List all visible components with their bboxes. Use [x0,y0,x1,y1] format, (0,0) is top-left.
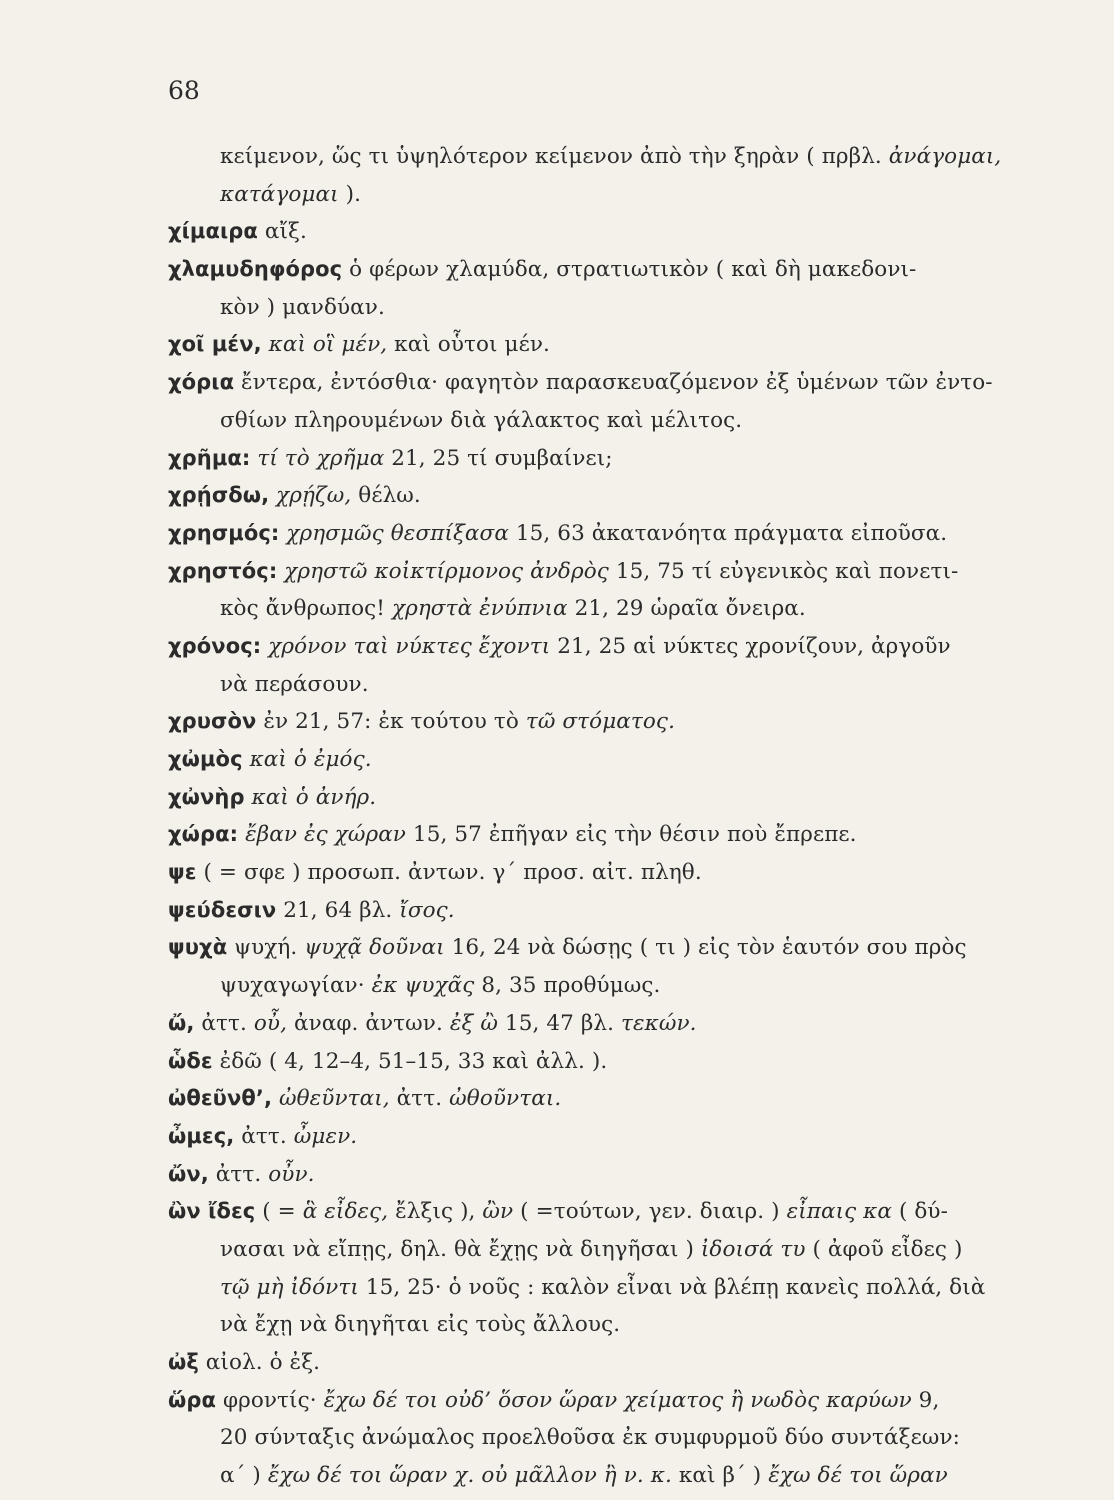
gloss-text: νὰ περάσουν. [220,671,369,697]
entry-continuation-line [168,176,1016,214]
quoted-phrase: ἰδοισά τυ [700,1236,806,1262]
entry-line [168,326,1016,364]
quoted-phrase: ἔβαν ἐς χώραν [238,822,406,848]
gloss-text: ὁ φέρων χλαμύδα, στρατιωτικὸν ( καὶ δὴ μακεδονι- [342,257,917,283]
entry-line [168,515,1016,553]
headword: χόρια [168,370,235,395]
quoted-phrase: τί τὸ χρῆμα [250,445,385,471]
gloss-text: 21, 64 βλ. [276,897,400,923]
entry-continuation-line [168,967,1016,1005]
gloss-text: 8, 35 προθύμως. [474,973,661,999]
quoted-phrase: χρῄζω, [269,483,352,509]
gloss-text: σθίων πληρουμένων διὰ γάλακτος καὶ μέλιτος. [220,407,743,433]
gloss-text: κὸς ἄνθρωπος! [220,596,392,622]
quoted-phrase: ὦμεν. [293,1123,358,1149]
entry-line [168,854,1016,892]
gloss-text: ἀττ. [194,1010,254,1036]
entry-line [168,251,1016,289]
quoted-phrase: ἴσος. [399,897,455,923]
gloss-text: νασαι νὰ εἴπῃς, δηλ. θὰ ἔχῃς νὰ διηγῆσαι ) [220,1236,701,1262]
gloss-text: 9, [911,1387,940,1413]
quoted-phrase: τῷ μὴ ἰδόντι [220,1274,359,1300]
entry-continuation-line [168,666,1016,704]
headword: ὦμες, [168,1123,235,1148]
gloss-text: ἀττ. [208,1161,269,1187]
headword: ὢν ἴδες [168,1199,256,1224]
quoted-phrase: ἀνάγομαι, [888,144,1002,169]
entry-line [168,1005,1016,1043]
quoted-phrase: ἔχω δέ τοι ὥραν [768,1463,948,1489]
page-number: 68 [168,76,200,105]
gloss-text: αἴξ. [257,219,307,245]
gloss-text: θέλω. [351,483,421,509]
quoted-phrase: ἐξ ὢ [449,1010,498,1036]
entry-line [168,1382,1016,1420]
gloss-text: 15, 25· ὁ νοῦς : καλὸν εἶναι νὰ βλέπῃ κανεὶς πολλά, διὰ [358,1274,986,1300]
gloss-text: καὶ οὗτοι μέν. [387,332,550,358]
gloss-text: ( = [255,1199,303,1225]
gloss-text: 15, 75 τί εὐγενικὸς καὶ πονετι- [608,558,959,584]
entry-line [168,741,1016,779]
gloss-text: ἀναφ. ἀντων. [287,1010,450,1036]
entry-line [168,1118,1016,1156]
gloss-text: ψυχή. [227,935,305,961]
quoted-phrase: καὶ ὁ ἐμός. [242,747,372,772]
entry-continuation-line [168,138,1016,176]
entry-line [168,929,1016,967]
entry-line [168,1344,1016,1382]
dictionary-entries [168,138,1016,1495]
gloss-text: κείμενον, ὥς τι ὑψηλότερον κείμενον ἀπὸ τὴν ξηρὰν ( πρβλ. [220,144,889,169]
headword: χρυσὸν [168,709,257,734]
quoted-phrase: ἐκ ψυχᾶς [371,973,475,999]
entry-line [168,892,1016,930]
quoted-phrase: ἃ εἶδες, [302,1199,389,1225]
gloss-text: 20 σύνταξις ἀνώμαλος προελθοῦσα ἐκ συμφυρμοῦ δύο συντάξεων: [220,1425,960,1451]
quoted-phrase: οὖν. [268,1161,315,1187]
headword: χοῖ μέν, [168,332,262,357]
gloss-text: καὶ β΄ ) [671,1463,769,1489]
gloss-text: ( ἀφοῦ εἶδες ) [805,1236,963,1262]
entry-continuation-line [168,1306,1016,1344]
entry-line [168,703,1016,741]
gloss-text: ( δύ- [892,1199,948,1225]
entry-line [168,213,1016,251]
quoted-phrase: χρηστῶ κοἰκτίρμονος ἀνδρὸς [277,558,609,584]
entry-line [168,1193,1016,1231]
quoted-phrase: ἔχω δέ τοι οὐδ’ ὅσον ὥραν χείματος ἢ νωδὸς καρύων [323,1387,912,1413]
headword: χίμαιρα [168,219,258,244]
gloss-text: 16, 24 νὰ δώσῃς ( τι ) εἰς τὸν ἑαυτόν σου πρὸς [444,935,967,961]
entry-line [168,1156,1016,1194]
headword: ὧδε [168,1048,213,1073]
entry-line [168,477,1016,515]
headword: χλαμυδηφόρος [168,257,343,282]
entry-line [168,440,1016,478]
quoted-phrase: κατάγομαι [220,181,339,207]
entry-line [168,364,1016,402]
quoted-phrase: τεκών. [620,1010,697,1036]
gloss-text: 15, 63 ἀκατανόητα πράγματα εἰποῦσα. [508,520,948,546]
gloss-text: 21, 25 αἱ νύκτες χρονίζουν, ἀργοῦν [550,633,951,659]
headword: χρηστός: [168,558,278,583]
gloss-text: ἀττ. [234,1123,294,1149]
gloss-text: ψυχαγωγίαν· [220,973,372,999]
headword: ψυχὰ [168,935,228,960]
headword: χρόνος: [168,633,262,658]
quoted-phrase: καὶ οἳ μέν, [261,332,388,358]
entry-continuation-line [168,289,1016,327]
gloss-text: φροντίς· [216,1387,324,1413]
quoted-phrase: ψυχᾷ δοῦναι [304,935,445,961]
entry-line [168,816,1016,854]
gloss-text: ἔντερα, ἐντόσθια· φαγητὸν παρασκευαζόμενον ἐξ ὑμένων τῶν ἐντο- [234,370,993,396]
quoted-phrase: ὠθεῦνται, [272,1086,390,1112]
gloss-text: νὰ ἔχῃ νὰ διηγῆται εἰς τοὺς ἄλλους. [220,1312,621,1338]
headword: ὥρα [168,1387,217,1412]
gloss-text: 15, 47 βλ. [498,1010,621,1036]
entry-line [168,553,1016,591]
gloss-text: ἐδῶ ( 4, 12–4, 51–15, 33 καὶ ἀλλ. ). [212,1048,608,1074]
entry-continuation-line [168,1419,1016,1457]
quoted-phrase: ἔχω δέ τοι ὥραν χ. οὐ μᾶλλον ἢ ν. κ. [267,1463,672,1489]
headword: ψε [168,860,197,885]
gloss-text: αἰολ. ὁ ἐξ. [198,1350,321,1375]
gloss-text: ἐν 21, 57: ἐκ τούτου τὸ [256,709,526,735]
headword: χὠμὸς [168,747,243,771]
gloss-text: 21, 25 τί συμβαίνει; [384,445,613,471]
quoted-phrase: χρηστὰ ἐνύπνια [391,596,568,622]
entry-continuation-line [168,1231,1016,1269]
headword: ὤ, [168,1010,195,1035]
quoted-phrase: καὶ ὁ ἀνήρ. [244,784,377,810]
headword: χὠνὴρ [168,784,245,809]
quoted-phrase: εἶπαις κα [786,1199,893,1225]
headword: χώρα: [168,822,239,847]
quoted-phrase: χρησμῶς θεσπίξασα [279,520,509,546]
headword: χρῄσδω, [168,483,270,508]
quoted-phrase: ὢν [482,1199,514,1225]
entry-line [168,779,1016,817]
gloss-text: α΄ ) [220,1463,268,1489]
gloss-text: 21, 29 ὡραῖα ὄνειρα. [567,596,806,622]
gloss-text: ἀττ. [389,1086,450,1112]
entry-continuation-line [168,1269,1016,1307]
headword: ὠθεῦνθ’, [168,1086,273,1111]
quoted-phrase: χρόνον ταὶ νύκτες ἔχοντι [261,633,551,659]
entry-line [168,628,1016,666]
gloss-text: 15, 57 ἐπῆγαν εἰς τὴν θέσιν ποὺ ἔπρεπε. [405,822,857,848]
headword: ψεύδεσιν [168,897,277,922]
headword: ὠξ [168,1350,199,1374]
quoted-phrase: οὖ, [253,1010,288,1036]
headword: ὤν, [168,1161,209,1186]
entry-continuation-line [168,590,1016,628]
entry-line [168,1043,1016,1081]
gloss-text: ( = σφε ) προσωπ. ἀντων. γ΄ προσ. αἰτ. πληθ. [196,860,702,886]
gloss-text: κὸν ) μανδύαν. [220,294,385,320]
entry-continuation-line [168,402,1016,440]
entry-continuation-line [168,1457,1016,1495]
entry-line [168,1080,1016,1118]
gloss-text: ). [338,181,362,207]
gloss-text: ἔλξις ), [388,1199,483,1225]
quoted-phrase: τῶ στόματος. [525,709,676,735]
gloss-text: ( =τούτων, γεν. διαιρ. ) [513,1199,787,1225]
headword: χρῆμα: [168,445,251,470]
quoted-phrase: ὠθοῦνται. [449,1086,562,1112]
headword: χρησμός: [168,520,280,545]
